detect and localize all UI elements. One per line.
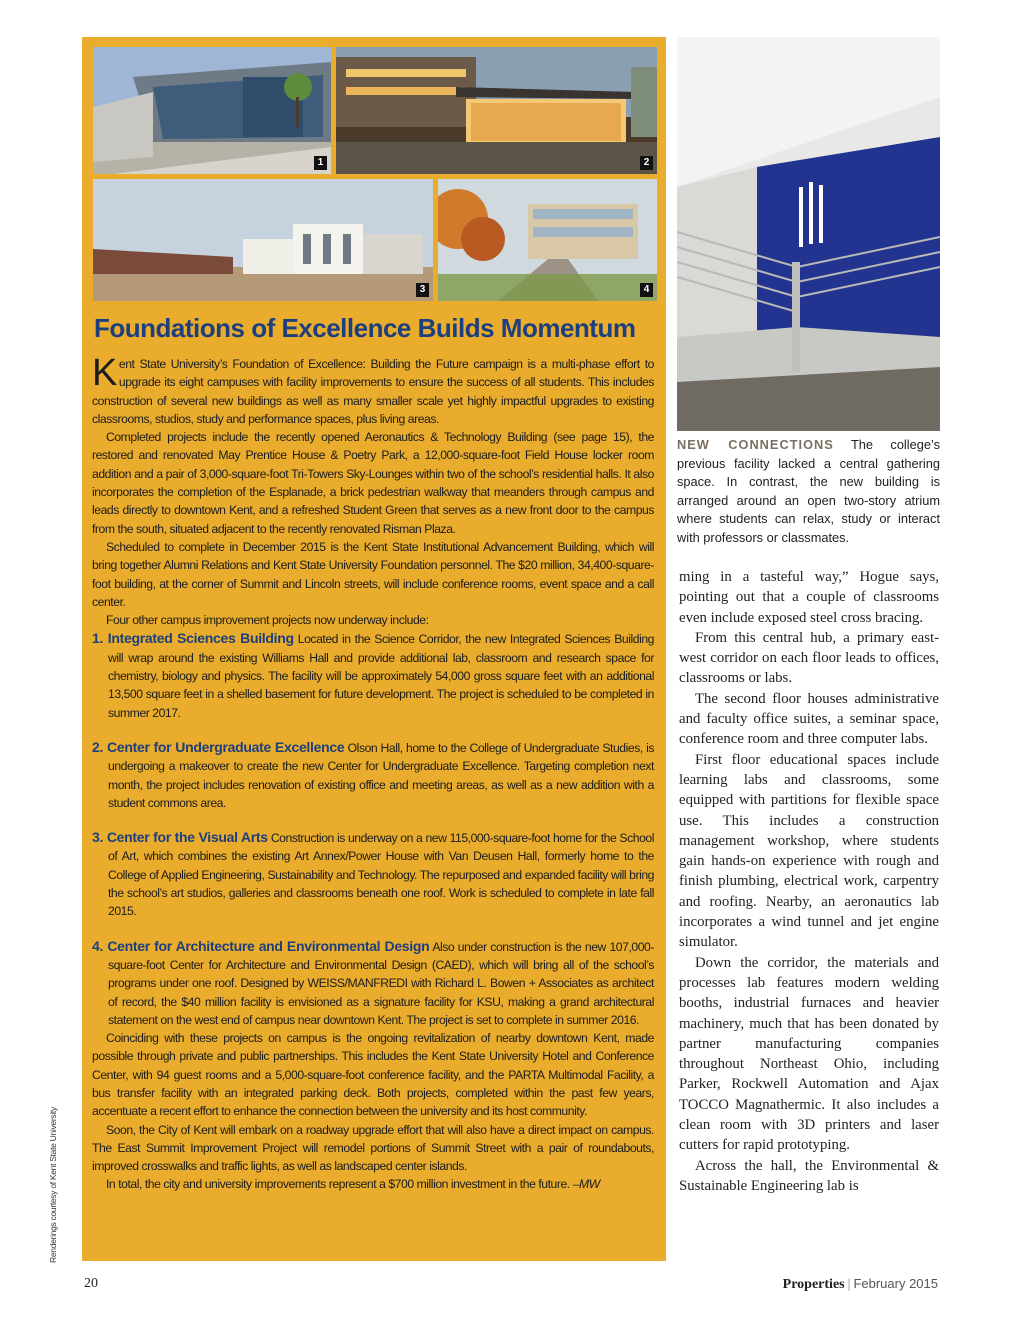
photo-number: 2 <box>640 156 653 170</box>
project-text: Located in the Science Corridor, the new Integrated Sciences Building will wrap around the existing Williams Hall and provide additional lab, classroom and research space for chemistry, biology and physics. The facility will be approximately 54,000 gross square feet with an additional 13,500 square feet in a shelled basement for future development. The project is scheduled to be completed in summer 2017. <box>108 632 655 720</box>
rendering-photo-1 <box>93 47 331 174</box>
paragraph: Coinciding with these projects on campus is the ongoing revitalization of nearby downtown Kent, made possible through private and public partnerships. This includes the Kent State University Hotel and Conference Center, with 94 guest rooms and a 5,000-square-foot conference facility, and the PARTA Multimodal Facility, a bus transfer facility with an integrated parking deck. Both projects, completed within the past few years, accentuate a recent effort to enhance the connection between the university and its host community. <box>92 1031 654 1119</box>
closing-paragraph <box>92 1175 654 1193</box>
paragraph: Across the hall, the Environmental & Sustainable Engineering lab is <box>679 1157 939 1194</box>
project-text: Olson Hall, home to the College of Undergraduate Studies, is undergoing a makeover to create the new Center for Undergraduate Excellence. Targeting completion next month, the project includes renovation of existing office and meeting areas, as well as a new addition with a student commons area. <box>108 740 654 810</box>
rendering-photo-2 <box>336 47 657 174</box>
caption-text: The college’s previous facility lacked a central gathering space. In contrast, the new building is arranged around an open two-story atrium where students can relax, study or interact with professors or classmates. <box>677 437 940 545</box>
caption-heading: NEW CONNECTIONS <box>677 437 834 452</box>
project-text: Construction is underway on a new 115,000-square-foot home for the School of Art, which combines the existing Art Annex/Power House with Van Deusen Hall, formerly home to the College of Applied Engineering, Sustainability and Technology. The repurposed and expanded facility will bring the school’s art studios, galleries and classrooms beneath one roof. Work is scheduled to complete in late fall 2015. <box>108 831 654 919</box>
project-item <box>92 937 654 1029</box>
paragraph: The second floor houses administrative and faculty office suites, a seminar space, conference room and three computer labs. <box>679 690 939 748</box>
sidebar-body <box>92 352 655 1194</box>
page-number: 20 <box>84 1276 98 1291</box>
paragraph: Soon, the City of Kent will embark on a roadway upgrade effort that will also have a direct impact on campus. The East Summit Improvement Project will remodel portions of Summit Street with a pair of roundabouts, improved crosswalks and traffic lights, as well as landscaped center islands. <box>92 1122 654 1174</box>
article-body-column <box>679 567 939 1196</box>
project-title: 2. Center for Undergraduate Excellence <box>92 738 345 755</box>
photo-caption <box>677 436 940 548</box>
paragraph: Scheduled to complete in December 2015 is the Kent State Institutional Advancement Building, which will bring together Alumni Relations and Kent State University Foundation personnel. The $20 million, 34,400-square-foot building, at the corner of Summit and Lincoln streets, will include conference rooms, event space and a call center. <box>92 539 654 609</box>
paragraph: First floor educational spaces include learning labs and classrooms, some equipped with partitions for flexible space use. This includes a construction management workshop, where students gain hands-on experience with rough and finish plumbing, electrical work, carpentry and roofing. Nearby, an aeronautics lab incorporates a wind tunnel and jet engine simulator. <box>679 751 939 951</box>
paragraph: Completed projects include the recently opened Aeronautics & Technology Building (see page 15), the restored and renovated May Prentice House & Poetry Park, a 12,000-square-foot Field House locker room addition and a pair of 3,000-square-foot Tri-Towers Sky-Lounges within two of the school’s residential halls. It also incorporates the completion of the Esplanade, a brick pedestrian walkway that meanders through campus and leads directly to downtown Kent, and a refreshed Student Green that serves as a new front door to the campus from the south, situated adjacent to the recently renovated Risman Plaza. <box>92 430 654 536</box>
photo-credit: Renderings courtesy of Kent State University <box>48 1107 58 1263</box>
signoff: –MW <box>572 1177 600 1192</box>
intro-text: ent State University’s Foundation of Excellence: Building the Future campaign is a multi-phase effort to upgrade its eight campuses with facility improvements to ensure the success of all students. This includes construction of several new buildings as well as many smaller scale yet highly impactful upgrades to existing classrooms, studios, study and performance spaces, plus living areas. <box>92 357 654 426</box>
issue-date: February 2015 <box>853 1276 938 1291</box>
closing-text: In total, the city and university improvements represent a $700 million investment in the future. <box>106 1177 573 1192</box>
atrium-photo <box>677 37 940 431</box>
photo-number: 3 <box>416 283 429 297</box>
paragraph: Down the corridor, the materials and processes lab features modern welding booths, industrial furnaces and heavier machinery, much that has been donated by partner manufacturing companies throughout Northeast Ohio, including Parker, Rockwell Automation and Ajax TOCCO Magnathermic. It also includes a clean room with 3D printers and laser cutters for rapid prototyping. <box>679 954 939 1154</box>
paragraph: ming in a tasteful way,” Hogue says, pointing out that a couple of classrooms even include exposed steel cross bracing. <box>679 569 939 626</box>
publication-name: Properties <box>782 1277 845 1292</box>
project-item <box>92 629 654 721</box>
photo-number: 1 <box>314 156 327 170</box>
paragraph: From this central hub, a primary east-west corridor on each floor leads to offices, classrooms or labs. <box>679 629 939 687</box>
rendering-photo-4 <box>438 179 657 301</box>
rendering-photo-3 <box>93 179 433 301</box>
sidebar-box <box>82 37 666 1261</box>
page-footer <box>783 1276 938 1293</box>
project-item <box>92 738 654 812</box>
project-item <box>92 828 654 920</box>
project-title: 3. Center for the Visual Arts <box>92 829 268 846</box>
project-text: Also under construction is the new 107,000-square-foot Center for Architecture and Environmental Design (CAED), which will bring all of the school’s programs under one roof. Designed by WEISS/MANFREDI with Richard L. Bowen + Associates as architect of record, the $40 million facility is envisioned as a signature facility for KSU, making a grand architectural statement on the west end of campus near downtown Kent. The project is set to complete in summer 2016. <box>108 939 654 1027</box>
article-title: Foundations of Excellence Builds Momentum <box>94 313 636 343</box>
project-title: 4. Center for Architecture and Environmental Design <box>92 937 430 954</box>
drop-cap: K <box>92 352 117 394</box>
project-title: 1. Integrated Sciences Building <box>92 630 294 647</box>
paragraph: Four other campus improvement projects now underway include: <box>106 613 429 628</box>
photo-number: 4 <box>640 283 653 297</box>
intro-paragraph <box>92 352 654 428</box>
footer-separator: | <box>847 1277 851 1292</box>
